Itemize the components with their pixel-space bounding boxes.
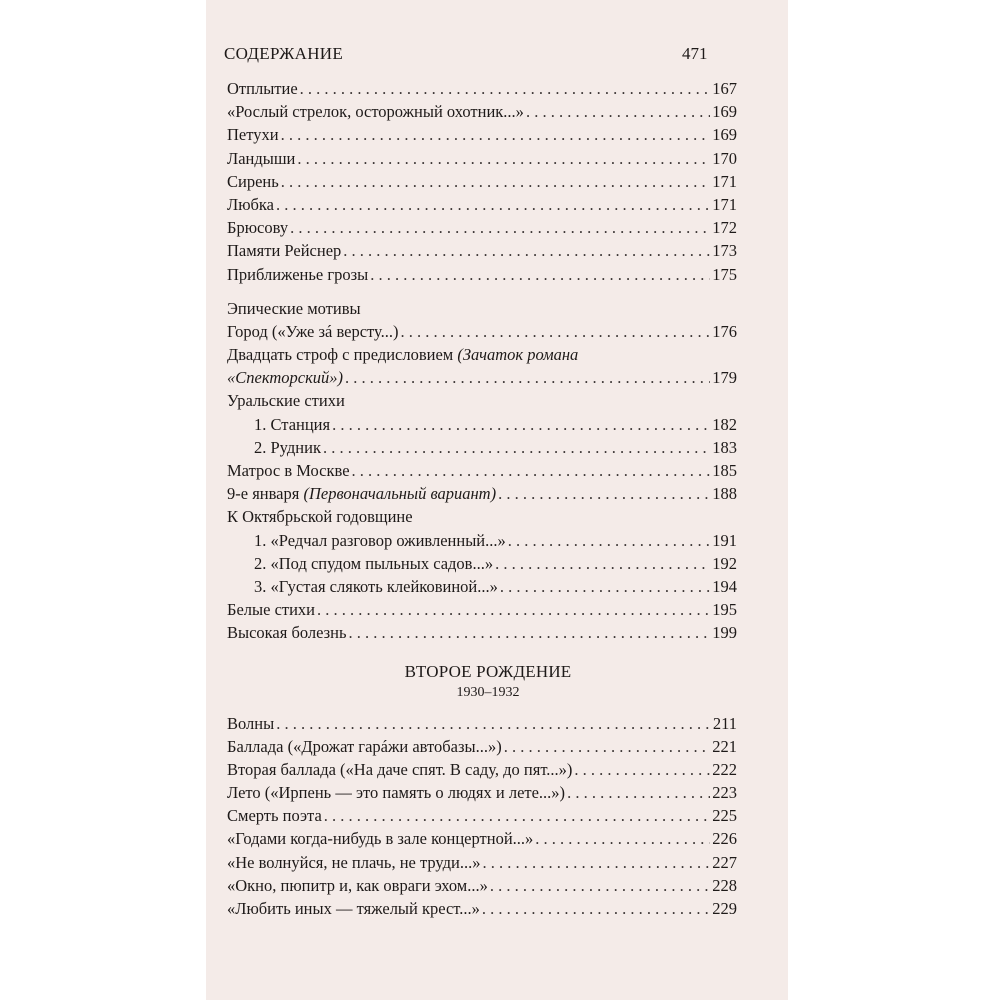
toc-entry — [227, 482, 737, 505]
toc-page-number: 191 — [712, 530, 737, 550]
toc-page-number: 221 — [712, 736, 737, 756]
toc-entry-title: Памяти Рейснер — [227, 241, 342, 261]
section-years: 1930–1932 — [456, 684, 520, 700]
toc-entry — [227, 874, 737, 897]
toc-entry-title: 1. «Редчал разговор оживленный...» — [254, 530, 506, 550]
toc-entry — [227, 436, 737, 459]
toc-entry-title: Петухи — [227, 125, 279, 145]
toc-entry-title: «Спекторский») — [227, 368, 344, 388]
toc-entry — [227, 413, 737, 436]
toc-page-number: 171 — [712, 171, 737, 191]
toc-page-number: 182 — [712, 414, 737, 434]
toc-entry — [227, 552, 737, 575]
toc-entry-title: 2. Рудник — [254, 437, 321, 457]
dot-leader — [317, 598, 710, 621]
toc-entry-title: Отплытие — [227, 79, 298, 98]
dot-leader — [500, 575, 710, 598]
toc-subgroup-heading: Уральские стихи — [227, 391, 345, 411]
toc-entry — [227, 712, 737, 735]
toc-entry-title: Баллада («Дрожат гарáжи автобазы...») — [227, 736, 502, 756]
toc-entry-title: Брюсову — [227, 218, 289, 238]
dot-leader — [276, 193, 710, 216]
toc-page-number: 169 — [712, 102, 737, 122]
toc-page-number: 222 — [712, 759, 737, 779]
toc-page-number: 211 — [712, 713, 737, 733]
toc-entry — [227, 575, 737, 598]
dot-leader — [504, 735, 711, 758]
toc-page-number: 223 — [712, 783, 737, 803]
toc-page-number: 228 — [712, 875, 737, 895]
toc-entry — [227, 804, 737, 827]
toc-page-number: 227 — [712, 852, 737, 872]
toc-page-number: 195 — [712, 600, 737, 620]
toc-entry-title: Сирень — [227, 171, 279, 191]
toc-entry — [227, 77, 737, 100]
toc-page-number: 172 — [712, 218, 737, 238]
toc-page-number: 171 — [712, 194, 737, 214]
running-header: СОДЕРЖАНИЕ — [224, 44, 344, 63]
dot-leader — [490, 874, 710, 897]
toc-entry-title: «Рослый стрелок, осторожный охотник...» — [227, 102, 524, 122]
toc-page-number: 175 — [712, 264, 737, 284]
dot-leader — [343, 239, 710, 262]
toc-entry — [227, 320, 737, 343]
dot-leader — [345, 366, 710, 389]
toc-entry — [227, 827, 737, 850]
toc-subgroup-heading: К Октябрьской годовщине — [227, 507, 413, 527]
toc-page-number: 176 — [712, 321, 737, 341]
toc-entry-title: «Не волнуйся, не плачь, не труди...» — [227, 852, 481, 872]
toc-entry-title: Белые стихи — [227, 600, 316, 620]
dot-leader — [483, 851, 711, 874]
toc-entry — [227, 897, 737, 920]
page-number: 471 — [682, 44, 708, 63]
toc-entry-title: «Любить иных — тяжелый крест...» — [227, 899, 480, 918]
dot-leader — [290, 216, 710, 239]
toc-entry — [227, 621, 737, 644]
toc-entry — [227, 598, 737, 621]
toc-entry-title: Приближенье грозы — [227, 264, 369, 284]
dot-leader — [323, 436, 710, 459]
dot-leader — [401, 320, 711, 343]
toc-entry — [227, 193, 737, 216]
toc-entry-title: 3. «Густая слякоть клейковиной...» — [254, 576, 498, 596]
toc-page-number: 183 — [712, 437, 737, 457]
toc-entry — [227, 781, 737, 804]
toc-group-heading: Эпические мотивы — [227, 298, 361, 318]
table-of-contents — [227, 77, 737, 920]
toc-page-number: 173 — [712, 241, 737, 261]
toc-entry-title: 2. «Под спудом пыльных садов...» — [254, 553, 494, 573]
dot-leader — [349, 621, 711, 644]
toc-entry-title: Лето («Ирпень — это память о людях и лете...») — [227, 783, 566, 803]
dot-leader — [535, 827, 710, 850]
toc-entry-title: «Окно, пюпитр и, как овраги эхом...» — [227, 875, 488, 895]
toc-page-number: 194 — [712, 576, 737, 596]
toc-page-number: 192 — [712, 553, 737, 573]
toc-page-number: 185 — [712, 461, 737, 480]
toc-entry — [227, 239, 737, 262]
dot-leader — [482, 897, 710, 920]
dot-leader — [276, 712, 711, 735]
dot-leader — [281, 170, 710, 193]
toc-entry-title: Волны — [227, 713, 275, 733]
toc-entry-title: Смерть поэта — [227, 806, 322, 826]
toc-page-number: 225 — [712, 806, 737, 826]
toc-entry-title: Ландыши — [227, 148, 296, 168]
dot-leader — [508, 529, 711, 552]
toc-entry-continued — [227, 366, 737, 389]
toc-page-number: 167 — [712, 79, 737, 98]
dot-leader — [352, 459, 711, 482]
toc-entry — [227, 100, 737, 123]
dot-leader — [300, 77, 711, 100]
toc-page-number: 229 — [712, 899, 737, 918]
section-title: ВТОРОЕ РОЖДЕНИЕ — [404, 661, 572, 681]
dot-leader — [332, 413, 710, 436]
toc-entry-title: 9-е января (Первоначальный вариант) — [227, 484, 497, 504]
toc-page-number: 226 — [712, 829, 737, 849]
dot-leader — [281, 123, 711, 146]
toc-entry-title: Высокая болезнь — [227, 623, 347, 643]
toc-entry-title: 1. Станция — [254, 414, 331, 434]
toc-page-number: 199 — [712, 623, 737, 643]
toc-entry — [227, 459, 737, 482]
dot-leader — [495, 552, 710, 575]
toc-entry-title: Город («Уже зá версту...) — [227, 321, 399, 341]
toc-entry — [227, 216, 737, 239]
toc-entry-title: Любка — [227, 194, 275, 214]
toc-entry — [227, 147, 737, 170]
dot-leader — [574, 758, 710, 781]
toc-entry — [227, 263, 737, 286]
toc-page-number: 179 — [712, 368, 737, 388]
toc-entry — [227, 851, 737, 874]
toc-page-number: 170 — [712, 148, 737, 168]
toc-entry-multiline: Двадцать строф с предисловием (Зачаток романа — [227, 345, 579, 365]
toc-entry-title: Вторая баллада («На даче спят. В саду, до пят...») — [227, 759, 573, 779]
toc-entry-title: «Годами когда-нибудь в зале концертной...» — [227, 829, 534, 849]
toc-entry — [227, 170, 737, 193]
toc-entry — [227, 758, 737, 781]
dot-leader — [567, 781, 710, 804]
dot-leader — [526, 100, 710, 123]
dot-leader — [324, 804, 710, 827]
toc-page-number: 188 — [712, 484, 737, 504]
dot-leader — [498, 482, 710, 505]
dot-leader — [297, 147, 710, 170]
dot-leader — [370, 263, 710, 286]
toc-entry — [227, 529, 737, 552]
toc-entry-title: Матрос в Москве — [227, 461, 350, 480]
toc-page-number: 169 — [712, 125, 737, 145]
toc-entry — [227, 123, 737, 146]
toc-entry — [227, 735, 737, 758]
